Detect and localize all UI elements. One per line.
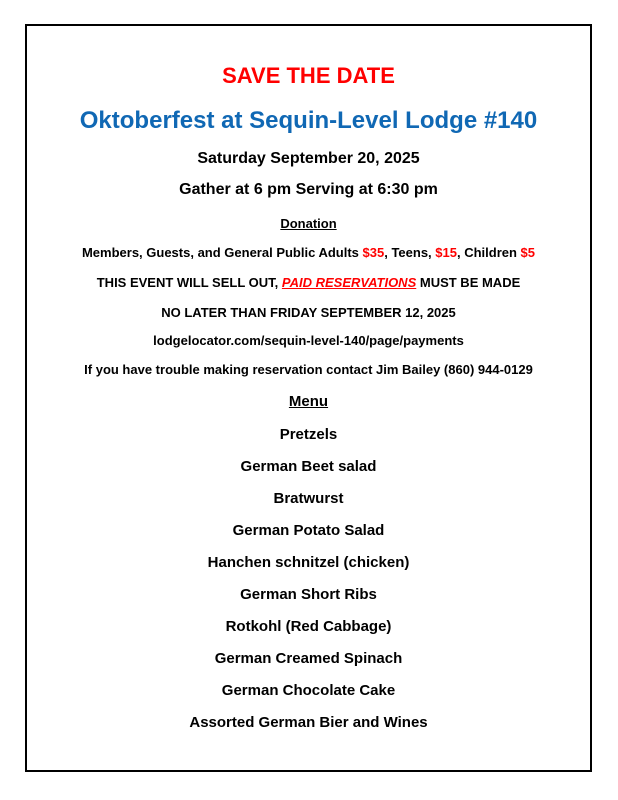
donation-label: Donation	[280, 216, 337, 231]
teens-label: , Teens,	[384, 245, 436, 260]
contact-info: If you have trouble making reservation contact Jim Bailey (860) 944-0129	[84, 362, 533, 377]
menu-item: German Potato Salad	[232, 522, 385, 539]
menu-item: German Short Ribs	[240, 586, 377, 603]
menu-item: Bratwurst	[273, 490, 344, 507]
paid-reservations-emphasis: PAID RESERVATIONS	[281, 275, 417, 290]
menu-item: Hanchen schnitzel (chicken)	[207, 554, 410, 571]
event-time: Gather at 6 pm Serving at 6:30 pm	[179, 181, 438, 198]
menu-item: German Creamed Spinach	[214, 650, 403, 667]
menu-item: Pretzels	[279, 426, 338, 443]
sellout-prefix: THIS EVENT WILL SELL OUT,	[96, 275, 282, 290]
reservation-deadline: NO LATER THAN FRIDAY SEPTEMBER 12, 2025	[161, 305, 456, 320]
menu-item: German Chocolate Cake	[221, 682, 396, 699]
payment-link[interactable]: lodgelocator.com/sequin-level-140/page/payments	[153, 333, 464, 348]
donation-heading	[25, 217, 592, 230]
children-label: , Children	[456, 245, 521, 260]
menu-item: Rotkohl (Red Cabbage)	[225, 618, 392, 635]
menu-item: Assorted German Bier and Wines	[189, 714, 428, 731]
save-the-date-heading: SAVE THE DATE	[222, 63, 395, 88]
child-price: $5	[520, 245, 536, 260]
menu-heading-label: Menu	[288, 393, 329, 410]
adult-price: $35	[362, 245, 385, 260]
prices-prefix: Members, Guests, and General Public Adults	[81, 245, 363, 260]
event-title: Oktoberfest at Sequin-Level Lodge #140	[79, 107, 538, 134]
teen-price: $15	[435, 245, 457, 260]
event-date: Saturday September 20, 2025	[197, 150, 420, 167]
menu-item: German Beet salad	[240, 458, 377, 475]
donation-prices	[25, 246, 592, 259]
sellout-suffix: MUST BE MADE	[416, 275, 521, 290]
sellout-notice	[25, 276, 592, 289]
menu-heading	[25, 394, 592, 409]
